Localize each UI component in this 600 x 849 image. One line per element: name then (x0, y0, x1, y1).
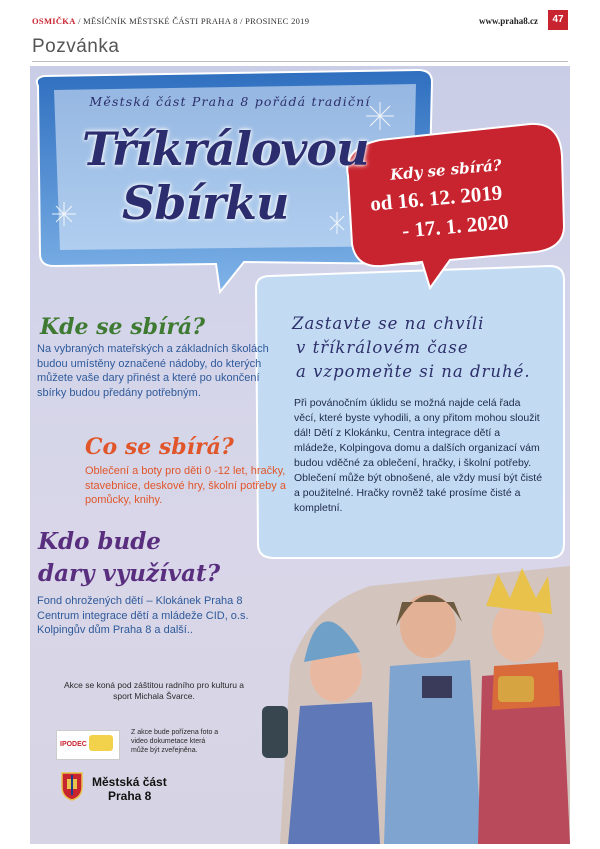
poster-tagline: Městská část Praha 8 pořádá tradiční (89, 94, 371, 109)
handwritten-message (292, 312, 562, 384)
handwritten-line: Zastavte se na chvíli (292, 314, 485, 333)
when-label: Kdy se sbírá? (389, 156, 503, 184)
organizer-name (92, 775, 167, 803)
handwritten-line: v tříkrálovém čase (296, 338, 469, 357)
poster-title-line2: Sbírku (122, 176, 289, 230)
ipodec-logo (56, 730, 120, 760)
header-url[interactable]: www.praha8.cz (479, 16, 538, 26)
what-heading: Co se sbírá? (85, 434, 234, 460)
who-list-item: Fond ohrožených dětí – Klokánek Praha 8 (37, 595, 243, 607)
ipodec-logo-icon (89, 735, 113, 751)
who-list-item: Centrum integrace dětí a mládeže CID, o.s. (37, 609, 249, 622)
three-kings-illustration (262, 566, 570, 844)
organizer-line2: Praha 8 (108, 789, 152, 803)
patronage-note: Akce se koná pod záštitou radního pro kulturu a sport Michala Švarce. (63, 680, 245, 701)
header-masthead (32, 16, 309, 26)
where-text: Na vybraných mateřských a základních školách budou umístěny označené nádoby, do kterých můžete vaše dary přinést a které po ukončení sbírky budou předány potřebným. (37, 343, 269, 399)
photo-note: Z akce bude pořízena foto a video dokumetace která může být zveřejněna. (131, 729, 219, 754)
page-number: 47 (548, 10, 568, 30)
where-heading: Kde se sbírá? (40, 314, 206, 340)
ipodec-label: IPODEC (60, 741, 87, 748)
when-date-line1: od 16. 12. 2019 (369, 180, 504, 216)
who-list (37, 594, 297, 638)
who-heading-line1: Kdo bude (38, 528, 161, 555)
what-text: Oblečení a boty pro děti 0 -12 let, hračky, stavebnice, deskové hry, školní potřeby a pomůcky, knihy. (85, 465, 286, 506)
who-list-item: Kolpingův dům Praha 8 a další.. (37, 624, 193, 636)
page-header (0, 0, 600, 34)
header-brand: OSMIČKA (32, 16, 76, 26)
body-text: Při povánočním úklidu se možná najde celá řada věcí, které byste vyhodili, a ony přitom mohou sloužit dál! Dětí z Klokánku, Centra integrace dětí a mládeže, Kolpingova domu a dalších organizací vám budou vděčné za oblečení, hračky, i školní potřeby. Oblečení může být obnošené, ale vždy musí být čisté a použitelné. Hračky rovněž také prosíme čisté a kompletní. (294, 397, 543, 514)
header-subtitle: / MĚSÍČNÍK MĚSTSKÉ ČÁSTI PRAHA 8 / PROSINEC 2019 (75, 16, 310, 26)
section-divider (32, 61, 568, 62)
praha8-crest-icon (60, 771, 84, 801)
organizer-line1: Městská část (92, 775, 167, 789)
poster (30, 66, 570, 844)
section-title: Pozvánka (32, 36, 120, 57)
poster-title-line1: Tříkrálovou (82, 122, 369, 176)
when-date-line2: - 17. 1. 2020 (401, 209, 510, 243)
handwritten-line: a vzpomeňte si na druhé. (296, 362, 531, 381)
who-heading-line2: dary využívat? (38, 560, 221, 587)
